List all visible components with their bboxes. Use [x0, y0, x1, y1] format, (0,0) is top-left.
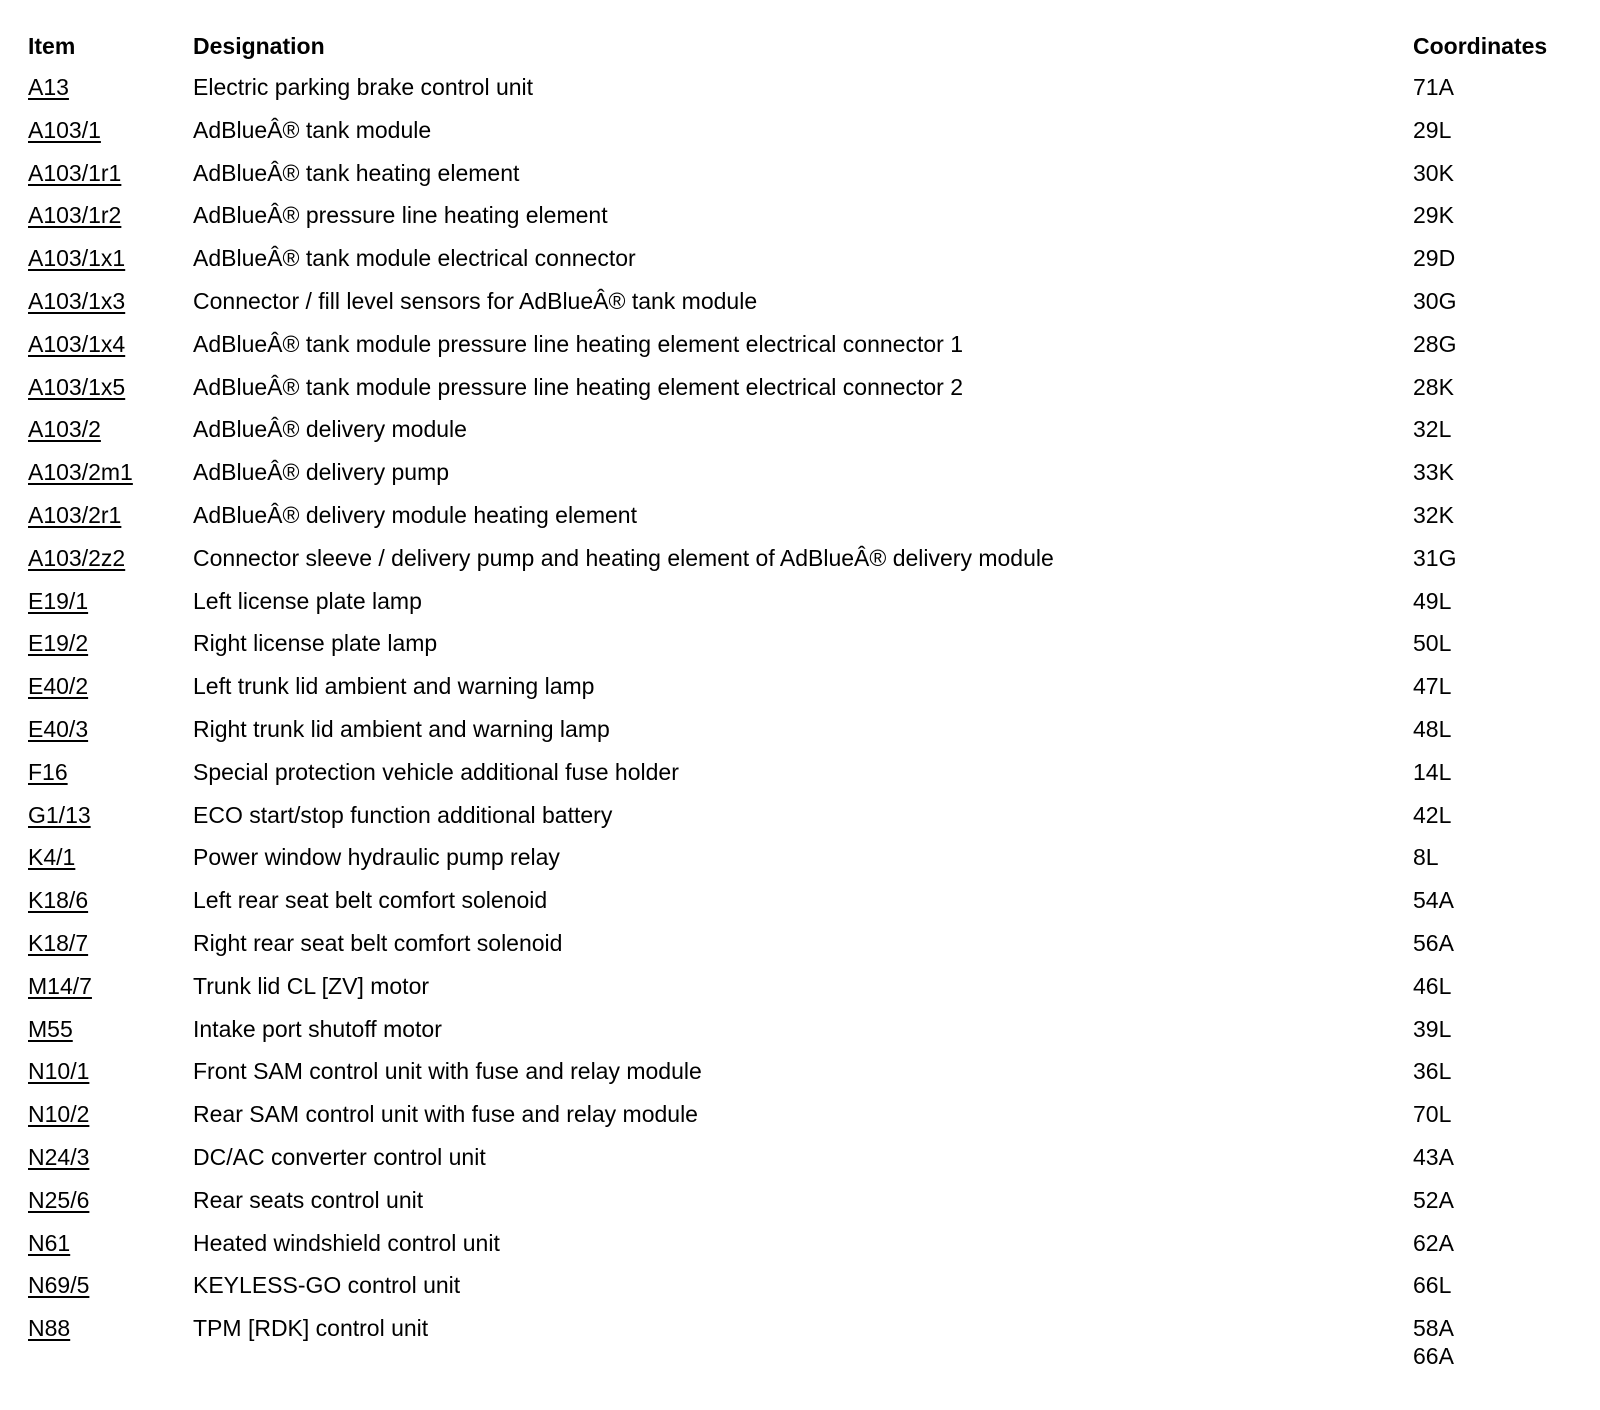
- coordinates-cell: 70L: [1413, 1101, 1452, 1128]
- designation-cell: Rear seats control unit: [193, 1186, 424, 1213]
- designation-cell: Front SAM control unit with fuse and relay module: [193, 1058, 702, 1085]
- item-link[interactable]: A103/1x4: [28, 330, 126, 357]
- designation-cell: AdBlueÂ® delivery module heating element: [193, 501, 637, 528]
- item-link[interactable]: A103/2z2: [28, 544, 126, 571]
- table-row: [28, 751, 1568, 794]
- coordinates-cell: 43A: [1413, 1143, 1454, 1170]
- item-link[interactable]: K18/6: [28, 887, 89, 914]
- item-link[interactable]: A103/2: [28, 416, 101, 443]
- coordinates-cell: 39L: [1413, 1015, 1452, 1042]
- item-cell: [28, 794, 91, 837]
- designation-cell: Left trunk lid ambient and warning lamp: [193, 673, 595, 700]
- item-link[interactable]: A103/1x3: [28, 287, 126, 314]
- table-row: [28, 366, 1568, 409]
- table-row: [28, 580, 1568, 623]
- legend-header-row: [28, 26, 1568, 66]
- coordinates-cell: 29D: [1413, 245, 1456, 272]
- item-cell: [28, 366, 125, 409]
- coordinates-cell: 56A: [1413, 929, 1454, 956]
- table-row: [28, 194, 1568, 237]
- item-cell: [28, 708, 88, 751]
- designation-cell: Heated windshield control unit: [193, 1229, 500, 1256]
- coordinates-cell: 52A: [1413, 1186, 1454, 1213]
- designation-cell: Rear SAM control unit with fuse and relay module: [193, 1101, 698, 1128]
- item-link[interactable]: K18/7: [28, 929, 89, 956]
- item-cell: [28, 1093, 89, 1136]
- item-cell: [28, 152, 121, 195]
- item-cell: [28, 1179, 89, 1222]
- item-link[interactable]: A103/1x1: [28, 245, 126, 272]
- designation-cell: AdBlueÂ® tank module electrical connector: [193, 245, 636, 272]
- item-cell: [28, 1222, 70, 1265]
- item-link[interactable]: M55: [28, 1015, 73, 1042]
- item-cell: [28, 622, 88, 665]
- coordinates-cell: 8L: [1413, 844, 1439, 871]
- item-cell: [28, 1307, 70, 1350]
- designation-cell: Connector sleeve / delivery pump and heating element of AdBlueÂ® delivery module: [193, 544, 1054, 571]
- designation-cell: AdBlueÂ® tank heating element: [193, 159, 520, 186]
- designation-cell: Left rear seat belt comfort solenoid: [193, 887, 548, 914]
- designation-cell: Right trunk lid ambient and warning lamp: [193, 715, 610, 742]
- designation-cell: AdBlueÂ® delivery pump: [193, 459, 450, 486]
- table-row: [28, 836, 1568, 879]
- item-link[interactable]: N10/2: [28, 1101, 90, 1128]
- designation-cell: Right license plate lamp: [193, 630, 438, 657]
- coordinates-cell: 42L: [1413, 801, 1452, 828]
- coordinates-cell: 71A: [1413, 74, 1454, 100]
- item-link[interactable]: N69/5: [28, 1272, 90, 1299]
- item-cell: [28, 109, 101, 152]
- coordinates-cell: [1413, 1307, 1454, 1370]
- designation-cell: Trunk lid CL [ZV] motor: [193, 972, 430, 999]
- coordinates-cell: 54A: [1413, 887, 1454, 914]
- item-column-header: Item: [28, 33, 76, 59]
- item-link[interactable]: N25/6: [28, 1186, 90, 1213]
- table-row: [28, 1093, 1568, 1136]
- coordinates-cell: 29L: [1413, 116, 1452, 143]
- legend-body: [28, 66, 1568, 1378]
- item-cell: [28, 237, 125, 280]
- item-link[interactable]: A103/2r1: [28, 501, 122, 528]
- item-cell: [28, 66, 69, 109]
- item-link[interactable]: N10/1: [28, 1058, 90, 1085]
- item-cell: [28, 537, 125, 580]
- table-row: [28, 879, 1568, 922]
- item-cell: [28, 323, 125, 366]
- coordinates-cell: 31G: [1413, 544, 1457, 571]
- item-link[interactable]: N61: [28, 1229, 71, 1256]
- coordinates-cell: 33K: [1413, 459, 1454, 486]
- item-link[interactable]: F16: [28, 758, 68, 785]
- coordinates-cell: 30G: [1413, 287, 1457, 314]
- designation-cell: AdBlueÂ® tank module: [193, 116, 432, 143]
- coordinates-cell: 36L: [1413, 1058, 1452, 1085]
- designation-cell: Power window hydraulic pump relay: [193, 844, 560, 871]
- coordinates-column-header: Coordinates: [1413, 33, 1548, 59]
- table-row: [28, 922, 1568, 965]
- item-link[interactable]: A103/1x5: [28, 373, 126, 400]
- item-link[interactable]: E19/1: [28, 587, 89, 614]
- table-row: [28, 794, 1568, 837]
- table-row: [28, 66, 1568, 109]
- item-cell: [28, 836, 75, 879]
- designation-cell: TPM [RDK] control unit: [193, 1315, 429, 1342]
- designation-cell: KEYLESS-GO control unit: [193, 1272, 461, 1299]
- table-row: [28, 1222, 1568, 1265]
- item-cell: [28, 1264, 89, 1307]
- item-cell: [28, 280, 125, 323]
- table-row: [28, 152, 1568, 195]
- designation-cell: AdBlueÂ® tank module pressure line heating element electrical connector 2: [193, 373, 963, 400]
- designation-cell: Connector / fill level sensors for AdBlueÂ® tank module: [193, 287, 758, 314]
- item-cell: [28, 1008, 73, 1051]
- table-row: [28, 665, 1568, 708]
- item-link[interactable]: K4/1: [28, 844, 76, 871]
- item-link[interactable]: G1/13: [28, 801, 91, 828]
- coordinates-cell: 46L: [1413, 972, 1452, 999]
- item-link[interactable]: A103/1r2: [28, 202, 122, 229]
- coordinates-cell: 14L: [1413, 758, 1452, 785]
- table-row: [28, 1264, 1568, 1307]
- table-row: [28, 323, 1568, 366]
- designation-cell: Left license plate lamp: [193, 587, 422, 614]
- item-cell: [28, 408, 101, 451]
- table-row: [28, 408, 1568, 451]
- table-row: [28, 451, 1568, 494]
- coordinates-cell: 30K: [1413, 159, 1454, 186]
- coordinates-cell: 47L: [1413, 673, 1452, 700]
- designation-column-header: Designation: [193, 33, 325, 59]
- item-cell: [28, 494, 121, 537]
- coordinates-cell: 48L: [1413, 715, 1452, 742]
- table-row: [28, 1050, 1568, 1093]
- table-row: [28, 708, 1568, 751]
- item-cell: [28, 965, 92, 1008]
- item-cell: [28, 451, 133, 494]
- item-link[interactable]: N88: [28, 1315, 71, 1342]
- table-row: [28, 280, 1568, 323]
- table-row: [28, 109, 1568, 152]
- coordinates-cell: 32L: [1413, 416, 1452, 443]
- designation-cell: Right rear seat belt comfort solenoid: [193, 929, 563, 956]
- item-cell: [28, 879, 88, 922]
- table-row: [28, 1008, 1568, 1051]
- coordinate-value: 58A: [1413, 1315, 1454, 1342]
- coordinates-cell: 50L: [1413, 630, 1452, 657]
- item-cell: [28, 1050, 89, 1093]
- item-link[interactable]: E40/3: [28, 715, 89, 742]
- item-cell: [28, 194, 121, 237]
- coordinates-cell: 28G: [1413, 330, 1457, 357]
- table-row: [28, 622, 1568, 665]
- item-link[interactable]: A103/1: [28, 116, 101, 143]
- item-link[interactable]: N24/3: [28, 1143, 90, 1170]
- designation-cell: ECO start/stop function additional battery: [193, 801, 613, 828]
- coordinate-value: 66A: [1413, 1343, 1454, 1370]
- item-cell: [28, 922, 88, 965]
- item-link[interactable]: E19/2: [28, 630, 89, 657]
- item-link[interactable]: A103/1r1: [28, 159, 122, 186]
- coordinates-cell: 32K: [1413, 501, 1454, 528]
- item-cell: [28, 1136, 89, 1179]
- coordinates-cell: 49L: [1413, 587, 1452, 614]
- item-cell: [28, 665, 88, 708]
- component-legend-table: [28, 26, 1568, 1378]
- table-row: [28, 1179, 1568, 1222]
- item-link[interactable]: A103/2m1: [28, 459, 133, 486]
- table-row: [28, 237, 1568, 280]
- item-cell: [28, 751, 68, 794]
- table-row: [28, 494, 1568, 537]
- coordinates-cell: 62A: [1413, 1229, 1454, 1256]
- coordinates-cell: 28K: [1413, 373, 1454, 400]
- designation-cell: Special protection vehicle additional fuse holder: [193, 758, 679, 785]
- coordinates-cell: 29K: [1413, 202, 1454, 229]
- designation-cell: DC/AC converter control unit: [193, 1143, 486, 1170]
- table-row: [28, 537, 1568, 580]
- table-row: [28, 1136, 1568, 1179]
- table-row: [28, 1307, 1568, 1378]
- designation-cell: Intake port shutoff motor: [193, 1015, 442, 1042]
- designation-cell: AdBlueÂ® pressure line heating element: [193, 202, 608, 229]
- designation-cell: AdBlueÂ® delivery module: [193, 416, 467, 443]
- item-link[interactable]: A13: [28, 74, 69, 100]
- table-row: [28, 965, 1568, 1008]
- item-link[interactable]: E40/2: [28, 673, 89, 700]
- item-link[interactable]: M14/7: [28, 972, 92, 999]
- designation-cell: AdBlueÂ® tank module pressure line heating element electrical connector 1: [193, 330, 963, 357]
- coordinates-cell: 66L: [1413, 1272, 1452, 1299]
- item-cell: [28, 580, 88, 623]
- designation-cell: Electric parking brake control unit: [193, 74, 534, 100]
